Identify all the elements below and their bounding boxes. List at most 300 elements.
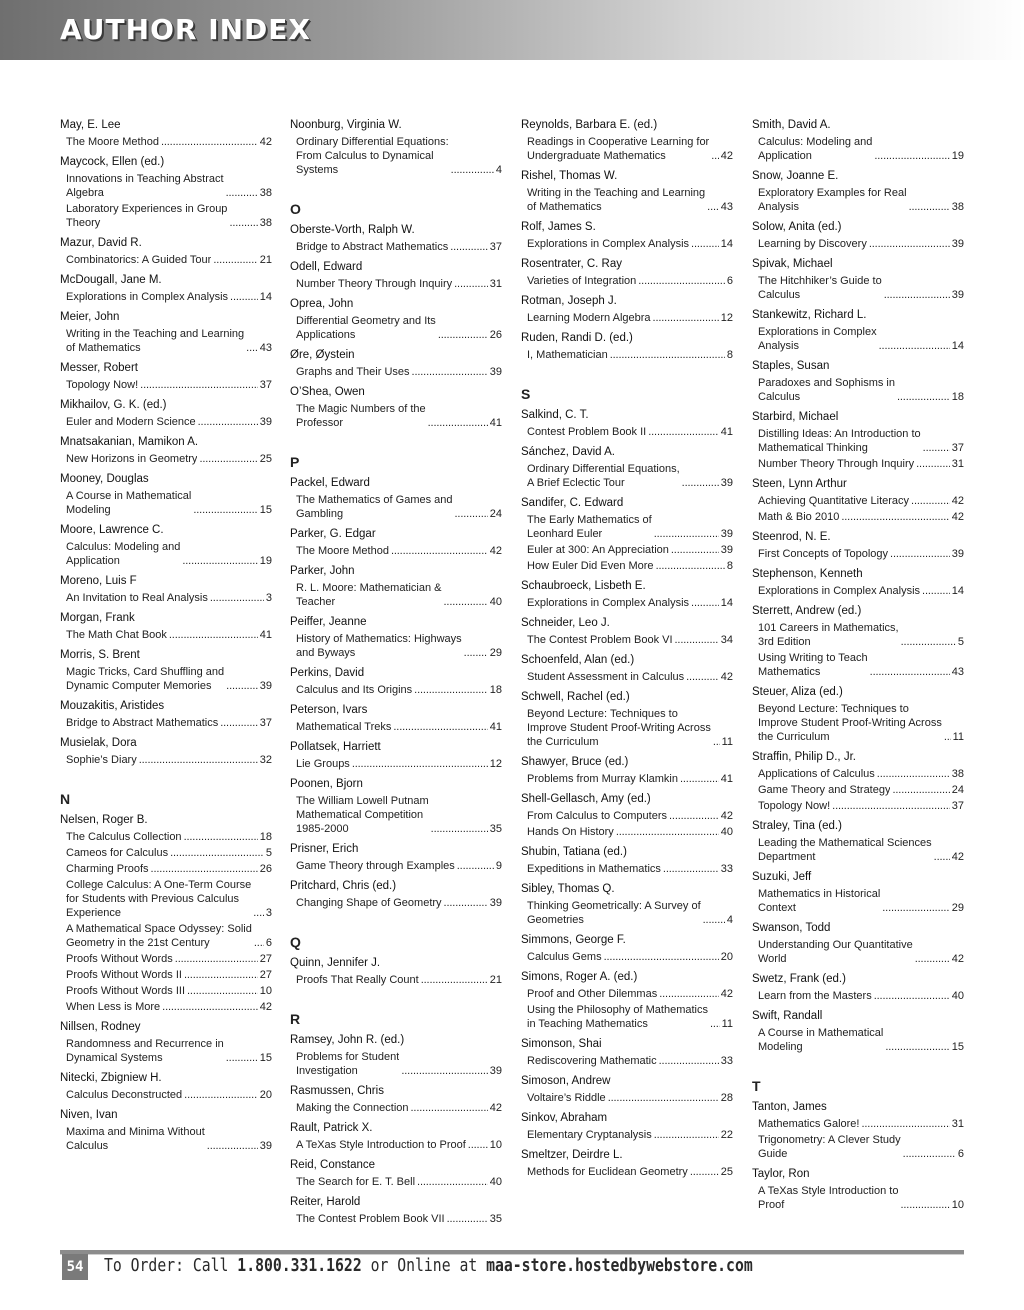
book-title: Beyond Lecture: Techniques to Improve Student Proof-Writing Across the Curriculum — [758, 703, 942, 743]
author-name: Parker, John — [290, 565, 355, 577]
book-title: Differential Geometry and Its Applications — [296, 315, 436, 341]
author-name: Maycock, Ellen (ed.) — [60, 156, 165, 168]
book-title: I, Mathematician — [527, 349, 608, 361]
dot-leader — [841, 510, 949, 524]
dot-leader — [230, 290, 258, 304]
dot-leader — [682, 476, 719, 490]
dot-leader — [884, 288, 950, 302]
dot-leader — [690, 1165, 719, 1179]
dot-leader — [909, 200, 950, 214]
book-title-entry — [60, 452, 272, 466]
book-title: Proofs Without Words — [66, 953, 173, 965]
author-entry — [521, 294, 733, 325]
author-name: Mouzakitis, Aristides — [60, 700, 165, 712]
author-entry — [60, 398, 272, 429]
book-title: Maxima and Minima Without Calculus — [66, 1126, 205, 1152]
book-title-entry — [752, 767, 964, 781]
author-name: Reid, Constance — [290, 1159, 376, 1171]
page-reference: 32 — [259, 754, 272, 766]
book-title-entry — [521, 825, 733, 839]
author-name: Mazur, David R. — [60, 237, 142, 249]
dot-leader — [879, 339, 950, 353]
author-name: Niven, Ivan — [60, 1109, 118, 1121]
page-reference: 3 — [265, 907, 272, 919]
page-reference: 19 — [951, 150, 964, 162]
dot-leader — [226, 186, 258, 200]
book-title-entry — [60, 753, 272, 767]
book-title: Laboratory Experiences in Group Theory — [66, 203, 228, 229]
page-reference: 42 — [720, 810, 733, 822]
dot-leader — [438, 328, 488, 342]
author-entry — [521, 792, 733, 839]
book-title: Topology Now! — [66, 379, 139, 391]
dot-leader — [170, 846, 264, 860]
page-reference: 35 — [489, 823, 502, 835]
book-title: Rediscovering Mathematic — [527, 1055, 657, 1067]
book-title: Mathematics Galore! — [758, 1118, 860, 1130]
dot-leader — [900, 1198, 949, 1212]
dot-leader — [707, 200, 719, 214]
author-name: Rotman, Joseph J. — [521, 295, 617, 307]
book-title: Calculus and Its Origins — [296, 684, 413, 696]
author-entry — [752, 118, 964, 163]
dot-leader — [184, 830, 258, 844]
author-entry — [290, 615, 502, 660]
author-entry — [290, 385, 502, 430]
page-reference: 41 — [489, 721, 502, 733]
page-reference: 26 — [489, 329, 502, 341]
dot-leader — [210, 591, 264, 605]
page-reference: 43 — [951, 666, 964, 678]
dot-leader — [944, 730, 951, 744]
author-entry — [290, 703, 502, 734]
author-entry — [290, 223, 502, 254]
book-title: Explorations in Complex Analysis — [758, 326, 877, 352]
book-title-entry — [290, 632, 502, 660]
book-title-entry — [60, 540, 272, 568]
book-title: Randomness and Recurrence in Dynamical Systems — [66, 1038, 224, 1064]
dot-leader — [610, 348, 725, 362]
book-title-entry — [752, 1184, 964, 1212]
dot-leader — [401, 1064, 487, 1078]
book-title-entry — [521, 311, 733, 325]
author-name: Schneider, Leo J. — [521, 617, 610, 629]
book-title-entry — [60, 984, 272, 998]
order-info — [104, 1255, 753, 1276]
dot-leader — [254, 936, 264, 950]
book-title: Achieving Quantitative Literacy — [758, 495, 910, 507]
author-entry — [752, 477, 964, 524]
book-title: From Calculus to Computers — [527, 810, 667, 822]
book-title: Elementary Cryptanalysis — [527, 1129, 652, 1141]
page-reference: 41 — [720, 773, 733, 785]
book-title: Euler and Modern Science — [66, 416, 196, 428]
section-letter: R — [290, 1011, 301, 1027]
dot-leader — [391, 544, 488, 558]
book-title-entry — [521, 809, 733, 823]
page-reference: 34 — [720, 634, 733, 646]
author-entry — [60, 236, 272, 267]
book-title-entry — [60, 202, 272, 230]
dot-leader — [139, 753, 258, 767]
page-reference: 21 — [489, 974, 502, 986]
page-reference: 4 — [495, 164, 502, 176]
dot-leader — [207, 1139, 258, 1153]
section-letter: S — [521, 386, 531, 402]
page-reference: 42 — [720, 150, 733, 162]
book-title: Trigonometry: A Clever Study Guide — [758, 1134, 901, 1160]
author-entry — [290, 842, 502, 873]
author-entry — [521, 220, 733, 251]
book-title-entry — [752, 621, 964, 649]
book-title: The William Lowell Putnam Mathematical Competition 1985-2000 — [296, 795, 429, 835]
book-title: Calculus: Modeling and Application — [758, 136, 873, 162]
page-reference: 39 — [720, 528, 733, 540]
author-entry — [521, 408, 733, 439]
author-name: Pollatsek, Harriett — [290, 741, 381, 753]
book-title-entry — [521, 1165, 733, 1179]
author-name: Swanson, Todd — [752, 922, 831, 934]
dot-leader — [198, 415, 258, 429]
dot-leader — [169, 628, 258, 642]
dot-leader — [890, 547, 950, 561]
author-name: Rosentrater, C. Ray — [521, 258, 622, 270]
author-name: Rishel, Thomas W. — [521, 170, 618, 182]
author-name: Prisner, Erich — [290, 843, 359, 855]
book-title: Leading the Mathematical Sciences Department — [758, 837, 932, 863]
dot-leader — [604, 950, 719, 964]
book-title-entry — [521, 987, 733, 1001]
dot-leader — [915, 952, 950, 966]
author-name: Packel, Edward — [290, 477, 370, 489]
page-reference: 33 — [720, 863, 733, 875]
book-title: Learn from the Masters — [758, 990, 872, 1002]
author-entry — [752, 220, 964, 251]
dot-leader — [455, 507, 488, 521]
author-name: Mikhailov, G. K. (ed.) — [60, 399, 167, 411]
page-reference: 15 — [951, 1041, 964, 1053]
book-title-entry — [60, 968, 272, 982]
section-letter: Q — [290, 934, 301, 950]
author-entry — [521, 331, 733, 362]
author-entry — [521, 933, 733, 964]
author-name: Sibley, Thomas Q. — [521, 883, 615, 895]
author-name: Shubin, Tatiana (ed.) — [521, 846, 627, 858]
book-title: Mathematics in Historical Context — [758, 888, 881, 914]
author-entry — [521, 690, 733, 749]
book-title: College Calculus: A One-Term Course for Students with Previous Calculus Experience — [66, 879, 252, 919]
dot-leader — [654, 527, 719, 541]
page-reference: 42 — [951, 953, 964, 965]
book-title: Sophie’s Diary — [66, 754, 137, 766]
author-entry — [290, 740, 502, 771]
dot-leader — [713, 735, 720, 749]
dot-leader — [877, 767, 950, 781]
author-name: Shell-Gellasch, Amy (ed.) — [521, 793, 651, 805]
page-reference: 40 — [489, 596, 502, 608]
book-title: Calculus Deconstructed — [66, 1089, 183, 1101]
dot-leader — [869, 237, 950, 251]
author-name: Ramsey, John R. (ed.) — [290, 1034, 405, 1046]
book-title-entry — [752, 186, 964, 214]
page-reference: 10 — [951, 1199, 964, 1211]
author-name: Snow, Joanne E. — [752, 170, 839, 182]
dot-leader — [671, 543, 719, 557]
author-name: Reynolds, Barbara E. (ed.) — [521, 119, 658, 131]
dot-leader — [184, 1088, 258, 1102]
book-title-entry — [521, 1091, 733, 1105]
page-reference: 39 — [951, 289, 964, 301]
book-title-entry — [290, 240, 502, 254]
page-reference: 24 — [951, 784, 964, 796]
dot-leader — [923, 441, 950, 455]
book-title: Methods for Euclidean Geometry — [527, 1166, 688, 1178]
author-entry — [521, 496, 733, 573]
author-entry — [60, 118, 272, 149]
author-name: Steenrod, N. E. — [752, 531, 831, 543]
order-website-link[interactable]: maa-store.hostedbywebstore.com — [486, 1255, 753, 1276]
book-title-entry — [290, 581, 502, 609]
page-reference: 11 — [952, 731, 964, 743]
book-title-entry — [290, 859, 502, 873]
page-reference: 27 — [259, 953, 272, 965]
author-entry — [290, 666, 502, 697]
book-title: When Less is More — [66, 1001, 161, 1013]
author-entry — [60, 611, 272, 642]
book-title-entry — [521, 862, 733, 876]
page-reference: 10 — [489, 1139, 502, 1151]
author-entry — [752, 604, 964, 679]
page-reference: 6 — [265, 937, 272, 949]
dot-leader — [226, 679, 258, 693]
author-entry — [60, 736, 272, 767]
page-number: 54 — [62, 1254, 88, 1280]
book-title: Number Theory Through Inquiry — [758, 458, 915, 470]
page-reference: 4 — [726, 914, 733, 926]
author-entry — [290, 1158, 502, 1189]
dot-leader — [653, 311, 719, 325]
dot-leader — [691, 237, 719, 251]
book-title: Understanding Our Quantitative World — [758, 939, 913, 965]
book-title-entry — [60, 922, 272, 950]
page-reference: 38 — [951, 768, 964, 780]
author-entry — [521, 257, 733, 288]
book-title: Cameos for Calculus — [66, 847, 169, 859]
book-title: The Contest Problem Book VII — [296, 1213, 445, 1225]
book-title: Learning by Discovery — [758, 238, 867, 250]
book-title-entry — [521, 1128, 733, 1142]
book-title: Calculus Gems — [527, 951, 602, 963]
book-title: R. L. Moore: Mathematician & Teacher — [296, 582, 442, 608]
book-title-entry — [752, 510, 964, 524]
book-title: The Search for E. T. Bell — [296, 1176, 416, 1188]
book-title: The Mathematics of Games and Gambling — [296, 494, 453, 520]
author-name: Solow, Anita (ed.) — [752, 221, 842, 233]
page-reference: 18 — [489, 684, 502, 696]
dot-leader — [457, 859, 494, 873]
book-title-entry — [521, 274, 733, 288]
author-name: Reiter, Harold — [290, 1196, 361, 1208]
index-column-4 — [752, 118, 964, 1212]
author-entry — [752, 1009, 964, 1054]
author-name: Simonson, Shai — [521, 1038, 602, 1050]
page-reference: 39 — [951, 238, 964, 250]
author-name: Pritchard, Chris (ed.) — [290, 880, 397, 892]
page-reference: 39 — [720, 544, 733, 556]
author-entry — [521, 755, 733, 786]
page-reference: 41 — [489, 417, 502, 429]
dot-leader — [428, 416, 488, 430]
book-title-entry — [521, 348, 733, 362]
page-reference: 40 — [489, 1176, 502, 1188]
dot-leader — [393, 720, 487, 734]
dot-leader — [882, 901, 949, 915]
book-title-entry — [60, 830, 272, 844]
author-name: Schoenfeld, Alan (ed.) — [521, 654, 635, 666]
dot-leader — [916, 457, 950, 471]
book-title: First Concepts of Topology — [758, 548, 889, 560]
author-entry — [521, 845, 733, 876]
dot-leader — [669, 809, 719, 823]
dot-leader — [450, 240, 488, 254]
dot-leader — [444, 896, 488, 910]
page-reference: 29 — [489, 647, 502, 659]
book-title: The Contest Problem Book VI — [527, 634, 673, 646]
author-name: Rault, Patrick X. — [290, 1122, 373, 1134]
author-name: Smeltzer, Deirdre L. — [521, 1149, 623, 1161]
book-title: Student Assessment in Calculus — [527, 671, 685, 683]
author-entry — [60, 699, 272, 730]
page-reference: 8 — [726, 349, 733, 361]
page-header — [0, 0, 1024, 60]
book-title: Writing in the Teaching and Learning of Mathematics — [66, 328, 245, 354]
book-title-entry — [290, 896, 502, 910]
dot-leader — [901, 635, 956, 649]
book-title-entry — [752, 1117, 964, 1131]
dot-leader — [229, 216, 257, 230]
book-title: New Horizons in Geometry — [66, 453, 198, 465]
dot-leader — [703, 913, 725, 927]
author-name: Sterrett, Andrew (ed.) — [752, 605, 862, 617]
book-title: Ordinary Differential Equations, A Brief Eclectic Tour — [527, 463, 680, 489]
book-title-entry — [521, 559, 733, 573]
book-title: Magic Tricks, Card Shuffling and Dynamic Computer Memories — [66, 666, 225, 692]
book-title: The Calculus Collection — [66, 831, 182, 843]
index-column-2 — [290, 118, 502, 1226]
dot-leader — [638, 274, 725, 288]
page-reference: 5 — [265, 847, 272, 859]
book-title: Readings in Cooperative Learning for Undergraduate Mathematics — [527, 136, 710, 162]
author-name: Rasmussen, Chris — [290, 1085, 384, 1097]
page-reference: 39 — [489, 366, 502, 378]
book-title: Topology Now! — [758, 800, 831, 812]
author-entry — [521, 1074, 733, 1105]
book-title: Beyond Lecture: Techniques to Improve Student Proof-Writing Across the Curriculum — [527, 708, 711, 748]
author-name: Odell, Edward — [290, 261, 363, 273]
author-name: Stankewitz, Richard L. — [752, 309, 867, 321]
book-title-entry — [752, 274, 964, 302]
dot-leader — [161, 135, 258, 149]
footer-divider — [60, 1250, 964, 1254]
author-entry — [752, 819, 964, 864]
author-name: Nillsen, Rodney — [60, 1021, 141, 1033]
page-reference: 33 — [720, 1055, 733, 1067]
author-name: Oprea, John — [290, 298, 354, 310]
book-title-entry — [521, 950, 733, 964]
book-title: A TeXas Style Introduction to Proof — [296, 1139, 466, 1151]
dot-leader — [193, 503, 257, 517]
dot-leader — [911, 494, 950, 508]
author-name: Oberste-Vorth, Ralph W. — [290, 224, 415, 236]
book-title: Explorations in Complex Analysis — [66, 291, 229, 303]
book-title-entry — [60, 1037, 272, 1065]
book-title: Explorations in Complex Analysis — [527, 597, 690, 609]
book-title-entry — [290, 1050, 502, 1078]
author-entry — [290, 260, 502, 291]
book-title: Voltaire’s Riddle — [527, 1092, 606, 1104]
book-title-entry — [60, 489, 272, 517]
book-title-entry — [290, 277, 502, 291]
book-title-entry — [60, 327, 272, 355]
book-title-entry — [290, 794, 502, 836]
author-name: May, E. Lee — [60, 119, 121, 131]
book-title: 101 Careers in Mathematics, 3rd Edition — [758, 622, 899, 648]
author-entry — [60, 648, 272, 693]
author-entry — [752, 410, 964, 471]
book-title: Combinatorics: A Guided Tour — [66, 254, 212, 266]
author-entry — [752, 972, 964, 1003]
book-title-entry — [521, 899, 733, 927]
page-reference: 37 — [259, 379, 272, 391]
page-reference: 40 — [951, 990, 964, 1002]
book-title: The Magic Numbers of the Professor — [296, 403, 426, 429]
author-name: Peiffer, Jeanne — [290, 616, 367, 628]
book-title: Learning Modern Algebra — [527, 312, 651, 324]
book-title: Using the Philosophy of Mathematics in Teaching Mathematics — [527, 1004, 708, 1030]
book-title: Game Theory through Examples — [296, 860, 455, 872]
author-entry — [521, 653, 733, 684]
author-entry — [752, 921, 964, 966]
book-title-entry — [60, 1000, 272, 1014]
order-prefix: To Order: Call — [104, 1255, 229, 1276]
dot-leader — [892, 783, 949, 797]
book-title-entry — [521, 543, 733, 557]
author-entry — [290, 348, 502, 379]
page-reference: 6 — [957, 1148, 964, 1160]
author-name: Noonburg, Virginia W. — [290, 119, 402, 131]
dot-leader — [464, 646, 488, 660]
book-title: Exploratory Examples for Real Analysis — [758, 187, 907, 213]
dot-leader — [710, 1017, 720, 1031]
dot-leader — [162, 1000, 258, 1014]
page-reference: 12 — [720, 312, 733, 324]
book-title-entry — [290, 365, 502, 379]
book-title-entry — [60, 172, 272, 200]
book-title-entry — [60, 628, 272, 642]
page-reference: 11 — [721, 1018, 733, 1030]
author-entry — [752, 530, 964, 561]
author-entry — [752, 870, 964, 915]
author-entry — [752, 1167, 964, 1212]
author-name: Sánchez, David A. — [521, 446, 615, 458]
page-reference: 27 — [259, 969, 272, 981]
dot-leader — [414, 683, 488, 697]
author-entry — [752, 308, 964, 353]
dot-leader — [934, 850, 950, 864]
author-name: Simoson, Andrew — [521, 1075, 611, 1087]
author-entry — [290, 879, 502, 910]
author-name: Quinn, Jennifer J. — [290, 957, 381, 969]
